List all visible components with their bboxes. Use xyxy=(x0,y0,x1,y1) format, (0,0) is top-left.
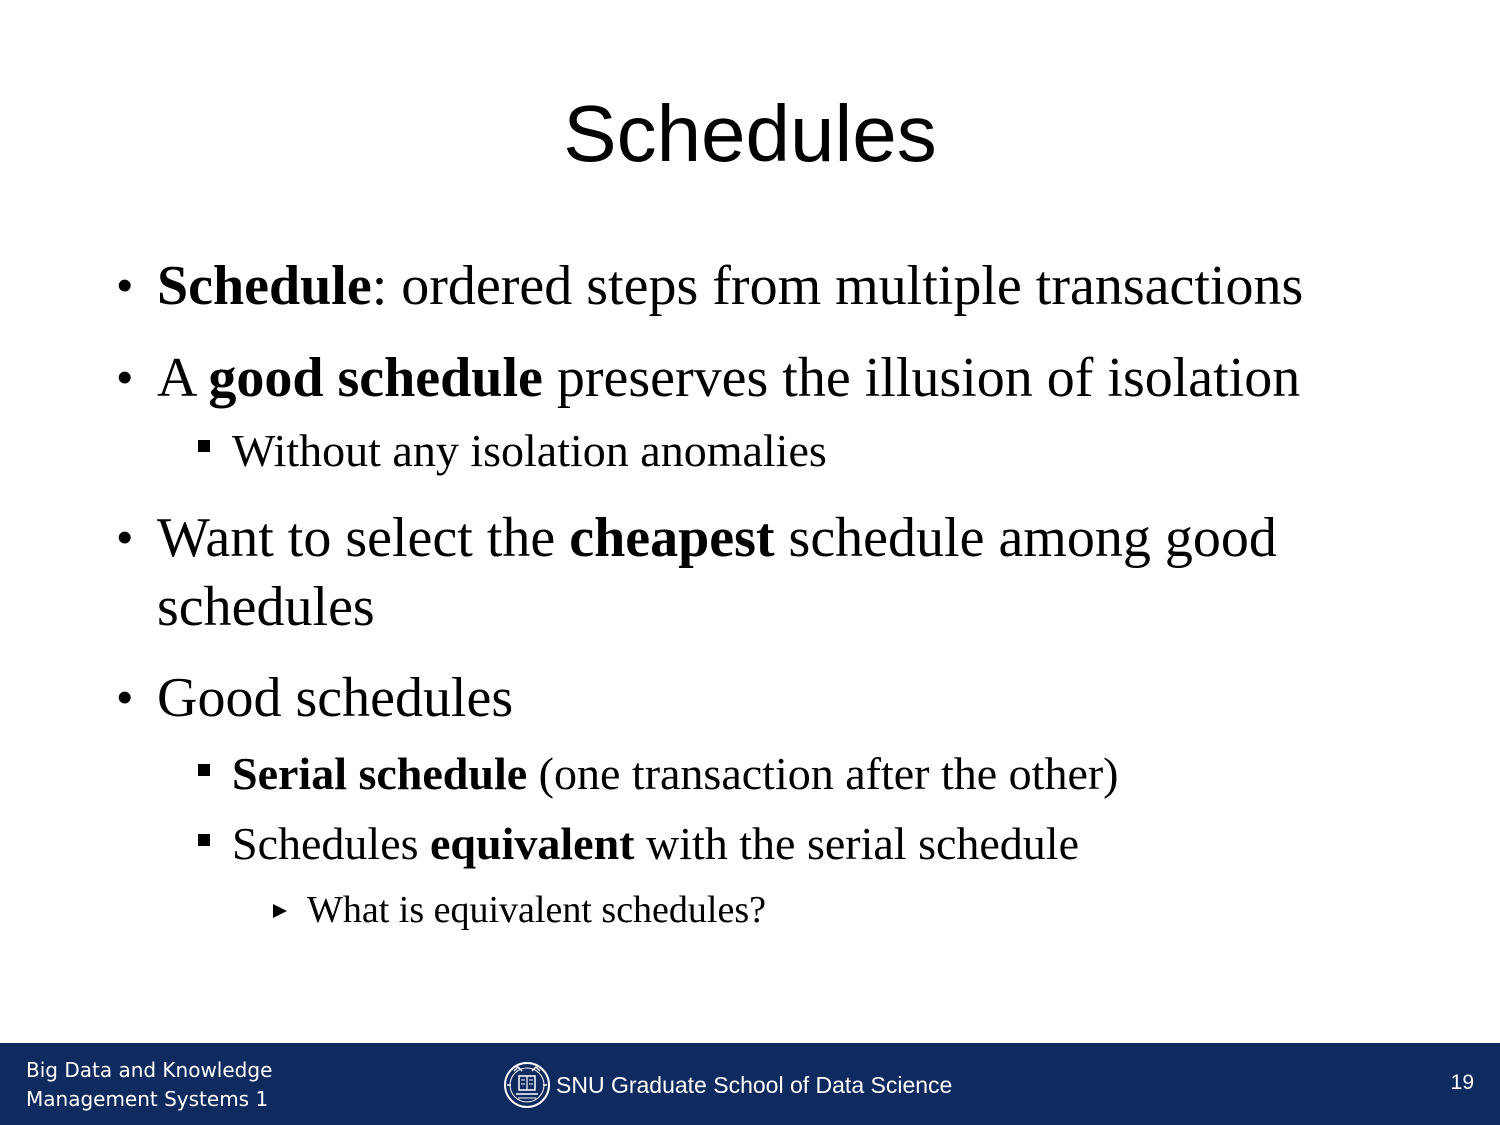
bullet-text: A xyxy=(157,347,209,409)
triangle-bullet-icon xyxy=(273,904,287,918)
course-name-line1: Big Data and Knowledge xyxy=(26,1058,273,1082)
term-good-schedule: good schedule xyxy=(208,347,543,409)
bullet-cheapest-continuation: schedules xyxy=(157,576,375,638)
bullet-good-schedules: Good schedules xyxy=(157,667,514,729)
bullet-good-schedule xyxy=(157,346,1300,410)
bullet-text: (one transaction after the other) xyxy=(527,748,1119,799)
subbullet-serial-schedule xyxy=(232,747,1119,801)
bullet-cheapest-schedule xyxy=(157,506,1277,570)
institution-name: SNU Graduate School of Data Science xyxy=(556,1071,953,1098)
bullet-text: Schedules xyxy=(232,818,431,869)
term-cheapest: cheapest xyxy=(569,507,775,569)
term-serial-schedule: Serial schedule xyxy=(232,748,528,799)
bullet-text: schedule among good xyxy=(774,507,1277,569)
slide-title: Schedules xyxy=(563,89,937,178)
bullet-text: with the serial schedule xyxy=(634,818,1080,869)
bullet-dot-icon: • xyxy=(117,673,133,722)
square-bullet-icon xyxy=(198,440,210,452)
slide-footer xyxy=(0,1043,1500,1125)
course-name-line2: Management Systems 1 xyxy=(26,1087,269,1111)
page-number: 19 xyxy=(1450,1071,1474,1094)
subbullet-no-anomalies: Without any isolation anomalies xyxy=(232,425,827,476)
square-bullet-icon xyxy=(198,834,210,846)
square-bullet-icon xyxy=(198,764,210,776)
institution-block xyxy=(502,1061,952,1109)
snu-emblem-logo-icon xyxy=(502,1061,552,1109)
bullet-dot-icon: • xyxy=(117,513,133,562)
term-schedule: Schedule xyxy=(157,255,372,317)
bullet-dot-icon: • xyxy=(117,261,133,310)
bullet-text: Want to select the xyxy=(157,507,570,569)
subsubbullet-question: What is equivalent schedules? xyxy=(307,889,767,931)
bullet-dot-icon: • xyxy=(117,353,133,402)
course-name xyxy=(26,1056,272,1114)
bullet-schedule-definition xyxy=(157,254,1303,318)
subbullet-equivalent-schedules xyxy=(232,817,1079,871)
bullet-text: preserves the illusion of isolation xyxy=(542,347,1301,409)
term-equivalent: equivalent xyxy=(430,818,635,869)
bullet-text: : ordered steps from multiple transactions xyxy=(371,255,1304,317)
